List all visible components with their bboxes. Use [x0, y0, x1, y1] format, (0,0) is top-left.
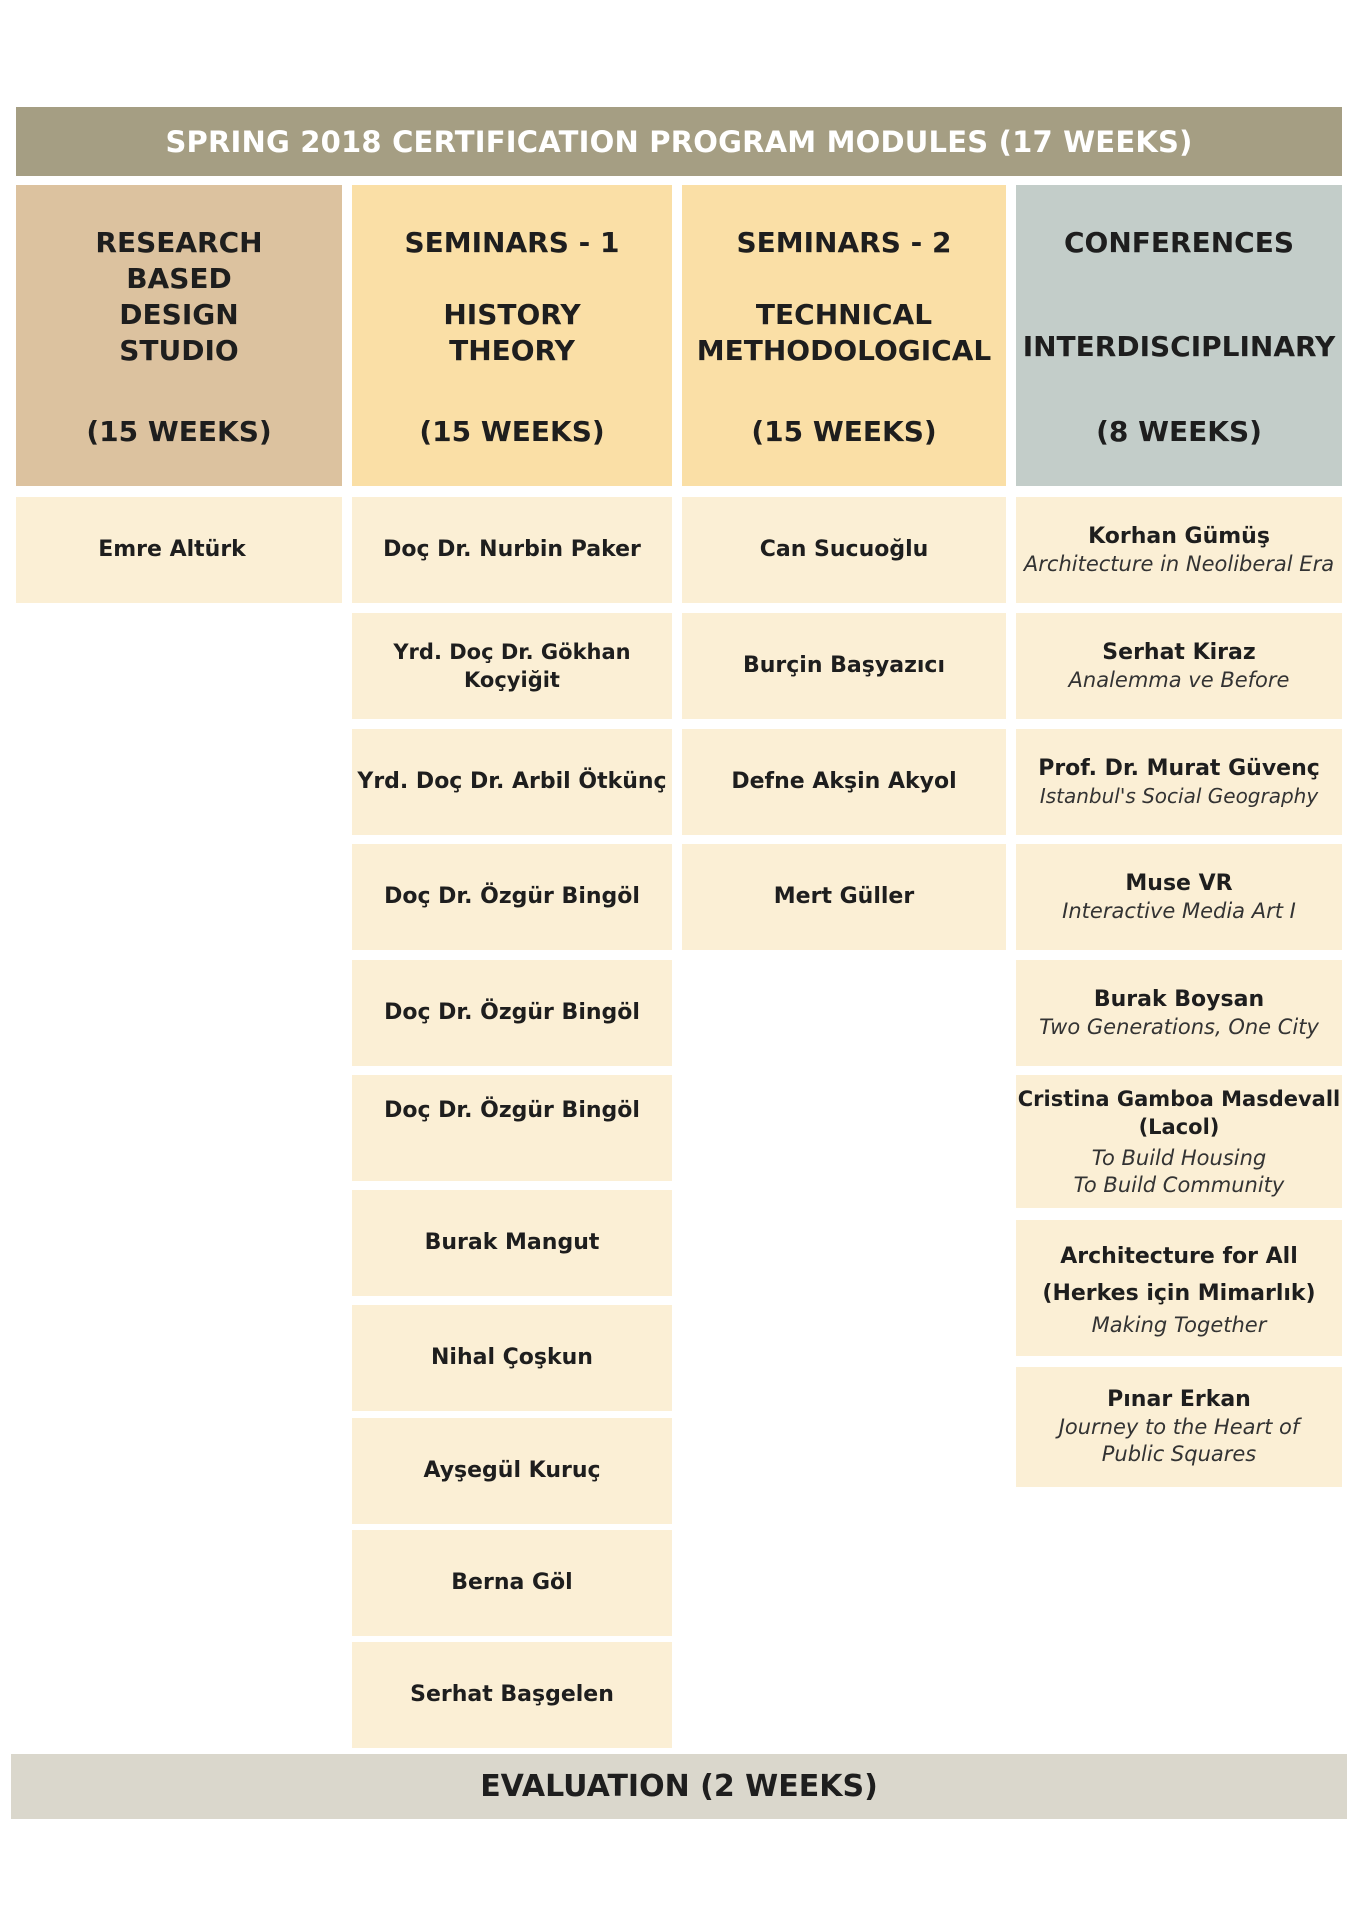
list-item — [682, 844, 1006, 950]
talk-title: Journey to the Heart of Public Squares — [1058, 1415, 1300, 1466]
talk-title: Two Generations, One City — [1039, 1014, 1319, 1039]
speaker-name: Architecture for All (Herkes için Mimarlık) — [1042, 1243, 1316, 1306]
instructor-name: Yrd. Doç Dr. Gökhan Koçyiğit — [393, 640, 631, 692]
list-item — [1016, 1075, 1342, 1208]
speaker-name: Korhan Gümüş — [1088, 523, 1270, 549]
instructor-name: Serhat Başgelen — [410, 1682, 614, 1707]
talk-title: Interactive Media Art I — [1062, 898, 1296, 923]
list-item — [1016, 960, 1342, 1066]
column-title: CONFERENCES — [1063, 226, 1294, 259]
list-item — [1016, 1220, 1342, 1356]
speaker-name: Muse VR — [1125, 870, 1233, 896]
column-weeks: (8 WEEKS) — [1096, 415, 1262, 448]
talk-title: To Build Housing To Build Community — [1073, 1145, 1285, 1197]
list-item — [352, 729, 672, 835]
evaluation-bar — [11, 1754, 1347, 1819]
column-weeks: (15 WEEKS) — [419, 415, 605, 448]
list-item — [352, 1530, 672, 1636]
list-item — [1016, 613, 1342, 719]
list-item — [352, 1418, 672, 1524]
list-item — [682, 729, 1006, 835]
instructor-name: Burak Mangut — [424, 1230, 600, 1255]
column-title: SEMINARS - 2 — [736, 226, 952, 259]
instructor-name: Berna Göl — [451, 1570, 573, 1595]
list-item — [1016, 1367, 1342, 1487]
list-item — [682, 613, 1006, 719]
column-title: SEMINARS - 1 — [404, 226, 620, 259]
instructor-name: Can Sucuoğlu — [759, 537, 929, 562]
column-subtitle: INTERDISCIPLINARY — [1022, 330, 1336, 363]
column-header-seminars-1 — [352, 185, 672, 486]
list-item — [1016, 729, 1342, 835]
column-weeks: (15 WEEKS) — [86, 415, 272, 448]
instructor-name: Burçin Başyazıcı — [742, 653, 945, 678]
instructor-name: Emre Altürk — [98, 537, 246, 562]
speaker-name: Pınar Erkan — [1107, 1387, 1251, 1412]
instructor-name: Doç Dr. Özgür Bingöl — [384, 1098, 640, 1123]
instructor-name: Nihal Çoşkun — [431, 1345, 593, 1370]
list-item — [352, 1075, 672, 1181]
list-item — [352, 960, 672, 1066]
column-subtitle: HISTORY THEORY — [443, 298, 581, 367]
column-header-conferences — [1016, 185, 1342, 486]
talk-title: Architecture in Neoliberal Era — [1023, 551, 1335, 576]
program-banner — [16, 107, 1342, 176]
list-item — [16, 497, 342, 603]
column-weeks: (15 WEEKS) — [751, 415, 937, 448]
speaker-name: Prof. Dr. Murat Güvenç — [1038, 755, 1320, 781]
list-item — [352, 1642, 672, 1748]
column-subtitle: TECHNICAL METHODOLOGICAL — [696, 298, 992, 367]
instructor-name: Doç Dr. Özgür Bingöl — [384, 884, 640, 909]
speaker-name: Serhat Kiraz — [1102, 639, 1256, 665]
list-item — [352, 844, 672, 950]
program-title: SPRING 2018 CERTIFICATION PROGRAM MODULES (17 WEEKS) — [165, 124, 1193, 159]
instructor-name: Defne Akşin Akyol — [731, 769, 957, 794]
instructor-name: Doç Dr. Nurbin Paker — [383, 537, 641, 562]
talk-title: Istanbul's Social Geography — [1039, 783, 1319, 808]
instructor-name: Ayşegül Kuruç — [423, 1458, 601, 1483]
talk-title: Analemma ve Before — [1068, 667, 1290, 692]
instructor-name: Mert Güller — [773, 884, 915, 909]
list-item — [1016, 844, 1342, 950]
list-item — [1016, 497, 1342, 603]
list-item — [352, 1190, 672, 1296]
column-header-seminars-2 — [682, 185, 1006, 486]
list-item — [682, 497, 1006, 603]
speaker-name: Cristina Gamboa Masdevall (Lacol) — [1017, 1086, 1341, 1139]
column-title: RESEARCH BASED DESIGN STUDIO — [95, 226, 263, 367]
instructor-name: Yrd. Doç Dr. Arbil Ötkünç — [357, 769, 667, 794]
talk-title: Making Together — [1091, 1312, 1267, 1337]
list-item — [352, 497, 672, 603]
instructor-name: Doç Dr. Özgür Bingöl — [384, 1000, 640, 1025]
list-item — [352, 613, 672, 719]
column-header-studio — [16, 185, 342, 486]
list-item — [352, 1305, 672, 1411]
speaker-name: Burak Boysan — [1093, 986, 1265, 1012]
evaluation-label: EVALUATION (2 WEEKS) — [480, 1769, 878, 1804]
